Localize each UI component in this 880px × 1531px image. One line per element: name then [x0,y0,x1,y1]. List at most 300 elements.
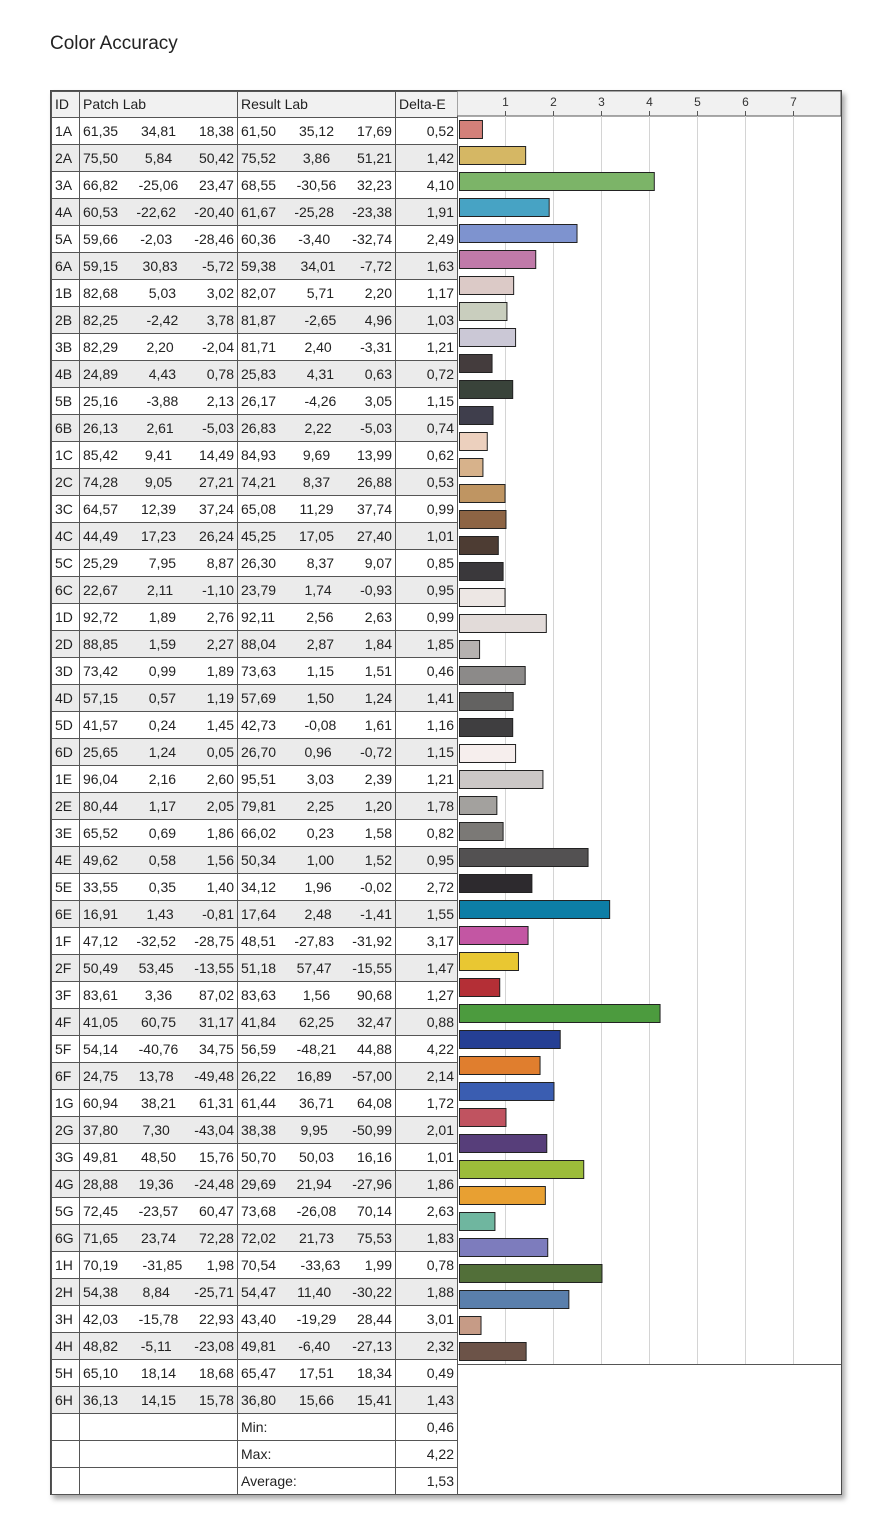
lab-values [83,361,234,387]
result-lab-cell [238,172,396,199]
lab-a-value: 0,69 [148,825,177,841]
table-row [52,172,458,199]
lab-l-value: 59,66 [83,231,119,247]
delta-e-cell: 1,01 [396,523,458,550]
delta-e-bar [460,251,536,269]
result-lab-cell [238,712,396,739]
result-lab-cell [238,388,396,415]
lab-a-value: 11,40 [297,1284,332,1300]
delta-e-cell: 0,49 [396,1360,458,1387]
table-row [52,1360,458,1387]
delta-e-cell: 1,47 [396,955,458,982]
lab-values [241,1063,392,1089]
lab-values [241,1117,392,1143]
lab-l-value: 82,07 [241,285,277,301]
patch-id-cell: 3F [52,982,80,1009]
lab-l-value: 88,04 [241,636,277,652]
lab-b-value: 1,20 [364,798,392,814]
lab-b-value: -27,96 [352,1176,392,1192]
lab-l-value: 65,52 [83,825,119,841]
lab-a-value: -30,56 [296,177,337,193]
lab-a-value: -40,76 [138,1041,179,1057]
delta-e-bar [460,173,655,191]
lab-a-value: 9,69 [302,447,331,463]
patch-lab-cell [80,1306,238,1333]
lab-b-value: 15,78 [198,1392,234,1408]
patch-lab-cell [80,199,238,226]
summary-empty-cell [52,1468,80,1495]
lab-a-value: 60,75 [140,1014,177,1030]
table-row [52,847,458,874]
lab-l-value: 22,67 [83,582,119,598]
delta-e-cell: 0,85 [396,550,458,577]
table-row [52,1090,458,1117]
lab-l-value: 66,02 [241,825,277,841]
lab-l-value: 95,51 [241,771,277,787]
lab-a-value: -25,06 [138,177,179,193]
summary-row [52,1441,458,1468]
lab-values [241,145,392,171]
delta-e-cell: 0,52 [396,118,458,145]
delta-e-bar [460,953,519,971]
lab-values [83,658,234,684]
delta-e-bar [460,797,497,815]
result-lab-cell [238,1225,396,1252]
lab-a-value: 57,47 [296,960,332,976]
lab-b-value: 1,24 [364,690,392,706]
lab-values [241,739,392,765]
patch-id-cell: 6C [52,577,80,604]
lab-values [83,253,234,279]
summary-empty-cell [80,1468,238,1495]
lab-l-value: 54,14 [83,1041,119,1057]
delta-e-bar [460,1161,584,1179]
lab-l-value: 26,30 [241,555,277,571]
lab-l-value: 83,61 [83,987,119,1003]
lab-values [83,226,234,252]
lab-b-value: -7,72 [360,258,392,274]
table-row [52,658,458,685]
result-lab-cell [238,334,396,361]
delta-e-cell: 0,99 [396,496,458,523]
delta-e-cell: 1,86 [396,1171,458,1198]
patch-lab-cell [80,955,238,982]
lab-b-value: 27,21 [198,474,234,490]
lab-b-value: 1,99 [364,1257,392,1273]
lab-values [83,334,234,360]
result-lab-cell [238,847,396,874]
summary-value: 0,46 [396,1414,458,1441]
lab-values [83,631,234,657]
tick-label: 4 [646,95,653,109]
delta-e-cell: 0,95 [396,577,458,604]
lab-b-value: -50,99 [352,1122,392,1138]
patch-lab-cell [80,820,238,847]
lab-values [241,1360,392,1386]
lab-b-value: 2,76 [206,609,234,625]
lab-b-value: 23,47 [198,177,234,193]
delta-e-bar [460,355,493,373]
lab-l-value: 26,13 [83,420,119,436]
lab-values [241,1333,392,1359]
table-row [52,145,458,172]
patch-id-cell: 1E [52,766,80,793]
lab-l-value: 24,75 [83,1068,119,1084]
lab-b-value: 90,68 [356,987,392,1003]
lab-b-value: 2,39 [364,771,392,787]
lab-a-value: -48,21 [296,1041,337,1057]
lab-values [83,1225,234,1251]
lab-l-value: 26,70 [241,744,277,760]
lab-a-value: -2,65 [304,312,337,328]
lab-a-value: -23,57 [138,1203,179,1219]
lab-values [241,1036,392,1062]
lab-b-value: -24,48 [194,1176,234,1192]
table-row [52,496,458,523]
delta-e-cell: 0,74 [396,415,458,442]
lab-b-value: -3,31 [360,339,392,355]
lab-a-value: 17,23 [140,528,177,544]
lab-l-value: 73,42 [83,663,119,679]
lab-values [83,307,234,333]
result-lab-cell [238,577,396,604]
lab-values [83,1063,234,1089]
lab-values [83,577,234,603]
lab-b-value: -0,81 [202,906,234,922]
delta-e-bar [460,615,547,633]
patch-id-cell: 2B [52,307,80,334]
lab-l-value: 45,25 [241,528,277,544]
lab-values [83,1306,234,1332]
result-lab-cell [238,307,396,334]
lab-l-value: 41,84 [241,1014,277,1030]
lab-l-value: 88,85 [83,636,119,652]
lab-b-value: -23,08 [194,1338,234,1354]
delta-e-cell: 0,62 [396,442,458,469]
table-row [52,442,458,469]
lab-b-value: 32,47 [356,1014,392,1030]
patch-id-cell: 6A [52,253,80,280]
lab-l-value: 61,44 [241,1095,277,1111]
column-header-delta-e: Delta-E [396,92,458,118]
lab-a-value: 18,14 [140,1365,177,1381]
summary-label: Max: [238,1441,396,1468]
lab-values [83,604,234,630]
lab-b-value: 0,78 [206,366,234,382]
lab-values [83,847,234,873]
patch-id-cell: 2C [52,469,80,496]
lab-b-value: 31,17 [198,1014,234,1030]
lab-b-value: 18,38 [198,123,234,139]
delta-e-cell: 1,88 [396,1279,458,1306]
lab-a-value: -33,63 [300,1257,341,1273]
table-row [52,1036,458,1063]
lab-b-value: 2,13 [206,393,234,409]
lab-a-value: 1,89 [148,609,177,625]
table-row [52,307,458,334]
lab-l-value: 36,13 [83,1392,119,1408]
patch-id-cell: 5F [52,1036,80,1063]
lab-values [241,982,392,1008]
result-lab-cell [238,361,396,388]
delta-e-cell: 1,63 [396,253,458,280]
delta-e-cell: 1,72 [396,1090,458,1117]
lab-a-value: 0,96 [304,744,332,760]
lab-b-value: 37,24 [198,501,234,517]
lab-values [83,1387,234,1413]
lab-a-value: 1,74 [304,582,332,598]
patch-id-cell: 3A [52,172,80,199]
summary-empty-cell [52,1441,80,1468]
lab-a-value: 50,03 [298,1149,335,1165]
delta-e-bar [460,745,516,763]
color-accuracy-report [50,90,842,1495]
delta-e-bar [460,1343,527,1361]
lab-b-value: 34,75 [198,1041,234,1057]
delta-e-bar [460,1317,482,1335]
lab-b-value: 2,60 [206,771,234,787]
lab-values [83,1117,234,1143]
lab-a-value: 34,81 [140,123,177,139]
delta-e-cell: 0,95 [396,847,458,874]
result-lab-cell [238,1009,396,1036]
lab-l-value: 23,79 [241,582,277,598]
lab-a-value: -3,88 [146,393,179,409]
lab-values [83,712,234,738]
table-row [52,928,458,955]
delta-e-bar-chart [457,91,841,1492]
lab-b-value: 4,96 [364,312,392,328]
result-lab-cell [238,145,396,172]
lab-b-value: 1,40 [206,879,234,895]
delta-e-bar [460,589,506,607]
lab-values [241,469,392,495]
lab-a-value: 14,15 [140,1392,177,1408]
lab-a-value: 38,21 [140,1095,177,1111]
table-row [52,361,458,388]
lab-a-value: -32,52 [136,933,177,949]
result-lab-cell [238,550,396,577]
delta-e-cell: 1,83 [396,1225,458,1252]
lab-l-value: 60,94 [83,1095,119,1111]
lab-a-value: 2,11 [146,582,174,598]
delta-e-bar [460,927,529,945]
delta-e-cell: 2,49 [396,226,458,253]
lab-values [241,1279,392,1305]
patch-id-cell: 6F [52,1063,80,1090]
lab-values [83,793,234,819]
lab-l-value: 48,51 [241,933,277,949]
result-lab-cell [238,442,396,469]
result-lab-cell [238,1387,396,1414]
lab-b-value: 9,07 [364,555,392,571]
lab-values [83,901,234,927]
lab-values [83,955,234,981]
patch-lab-cell [80,280,238,307]
lab-a-value: 0,99 [148,663,177,679]
patch-lab-cell [80,1198,238,1225]
delta-e-bar [460,459,483,477]
patch-lab-cell [80,226,238,253]
lab-b-value: 28,44 [356,1311,392,1327]
delta-e-bar [460,1291,569,1309]
lab-l-value: 82,25 [83,312,119,328]
table-row [52,280,458,307]
patch-id-cell: 3E [52,820,80,847]
delta-e-bar [460,1213,495,1231]
lab-a-value: 1,43 [146,906,174,922]
lab-l-value: 25,83 [241,366,277,382]
lab-values [83,1009,234,1035]
delta-e-cell: 1,16 [396,712,458,739]
lab-a-value: 3,03 [306,771,335,787]
lab-l-value: 38,38 [241,1122,277,1138]
summary-value: 1,53 [396,1468,458,1495]
delta-e-bar [460,849,589,867]
lab-b-value: 26,24 [198,528,234,544]
lab-a-value: 30,83 [142,258,178,274]
lab-a-value: 16,89 [296,1068,332,1084]
lab-a-value: -25,28 [294,204,335,220]
lab-values [83,523,234,549]
lab-b-value: -32,74 [352,231,392,247]
lab-l-value: 59,38 [241,258,277,274]
lab-l-value: 70,19 [83,1257,119,1273]
delta-e-cell: 1,27 [396,982,458,1009]
lab-b-value: 51,21 [356,150,392,166]
delta-e-cell: 2,72 [396,874,458,901]
patch-id-cell: 5H [52,1360,80,1387]
lab-b-value: 18,34 [356,1365,392,1381]
lab-values [83,874,234,900]
result-lab-cell [238,928,396,955]
column-header-result-lab: Result Lab [238,92,396,118]
lab-l-value: 26,17 [241,393,277,409]
lab-b-value: -13,55 [194,960,234,976]
lab-l-value: 72,02 [241,1230,277,1246]
result-lab-cell [238,1360,396,1387]
tick-label: 7 [790,95,797,109]
lab-l-value: 24,89 [83,366,119,382]
lab-values [241,577,392,603]
lab-a-value: 4,31 [306,366,335,382]
patch-id-cell: 4F [52,1009,80,1036]
patch-lab-cell [80,928,238,955]
summary-row [52,1468,458,1495]
lab-l-value: 65,47 [241,1365,277,1381]
patch-lab-cell [80,307,238,334]
lab-a-value: 1,00 [306,852,335,868]
lab-l-value: 56,59 [241,1041,277,1057]
lab-l-value: 83,63 [241,987,277,1003]
lab-values [241,361,392,387]
result-lab-cell [238,496,396,523]
patch-id-cell: 5A [52,226,80,253]
lab-l-value: 74,28 [83,474,119,490]
lab-l-value: 41,57 [83,717,119,733]
patch-id-cell: 4E [52,847,80,874]
lab-values [241,631,392,657]
lab-l-value: 51,18 [241,960,277,976]
delta-e-cell: 1,03 [396,307,458,334]
lab-b-value: 1,19 [206,690,234,706]
lab-b-value: -57,00 [352,1068,392,1084]
table-row [52,739,458,766]
lab-a-value: 1,17 [148,798,177,814]
table-row [52,388,458,415]
table-row [52,577,458,604]
lab-a-value: 8,37 [306,555,335,571]
lab-a-value: 0,35 [148,879,177,895]
delta-e-cell: 2,01 [396,1117,458,1144]
result-lab-cell [238,523,396,550]
lab-a-value: 48,50 [140,1149,177,1165]
delta-e-bar [460,433,488,451]
lab-b-value: -1,10 [202,582,234,598]
lab-b-value: 15,41 [356,1392,392,1408]
lab-b-value: -20,40 [194,204,234,220]
lab-b-value: 1,58 [364,825,392,841]
lab-l-value: 50,34 [241,852,277,868]
lab-l-value: 71,65 [83,1230,119,1246]
patch-lab-cell [80,1171,238,1198]
lab-values [241,1144,392,1170]
lab-l-value: 92,72 [83,609,119,625]
lab-b-value: 1,52 [364,852,392,868]
result-lab-cell [238,766,396,793]
lab-l-value: 29,69 [241,1176,277,1192]
result-lab-cell [238,604,396,631]
lab-a-value: 1,15 [306,663,335,679]
summary-label: Average: [238,1468,396,1495]
lab-values [241,307,392,333]
delta-e-cell: 0,99 [396,604,458,631]
lab-b-value: -5,03 [360,420,392,436]
lab-a-value: 19,36 [138,1176,174,1192]
table-row [52,820,458,847]
table-row [52,1144,458,1171]
lab-a-value: 1,50 [306,690,335,706]
lab-l-value: 72,45 [83,1203,119,1219]
summary-label: Min: [238,1414,396,1441]
table-row [52,793,458,820]
delta-e-bar [460,693,514,711]
lab-l-value: 85,42 [83,447,119,463]
table-row [52,685,458,712]
patch-lab-cell [80,334,238,361]
delta-e-bar [460,875,532,893]
lab-l-value: 81,71 [241,339,277,355]
patch-lab-cell [80,1252,238,1279]
result-lab-cell [238,118,396,145]
lab-values [83,469,234,495]
lab-l-value: 75,52 [241,150,277,166]
lab-a-value: 8,37 [302,474,331,490]
patch-id-cell: 2A [52,145,80,172]
patch-lab-cell [80,901,238,928]
lab-l-value: 37,80 [83,1122,119,1138]
delta-e-cell: 2,14 [396,1063,458,1090]
lab-a-value: -0,08 [304,717,337,733]
delta-e-bar [460,199,550,217]
lab-a-value: 2,61 [146,420,174,436]
table-row [52,1306,458,1333]
lab-a-value: 21,73 [298,1230,335,1246]
lab-a-value: 23,74 [140,1230,177,1246]
lab-b-value: 18,68 [198,1365,234,1381]
patch-id-cell: 2D [52,631,80,658]
delta-e-bar [460,1109,506,1127]
